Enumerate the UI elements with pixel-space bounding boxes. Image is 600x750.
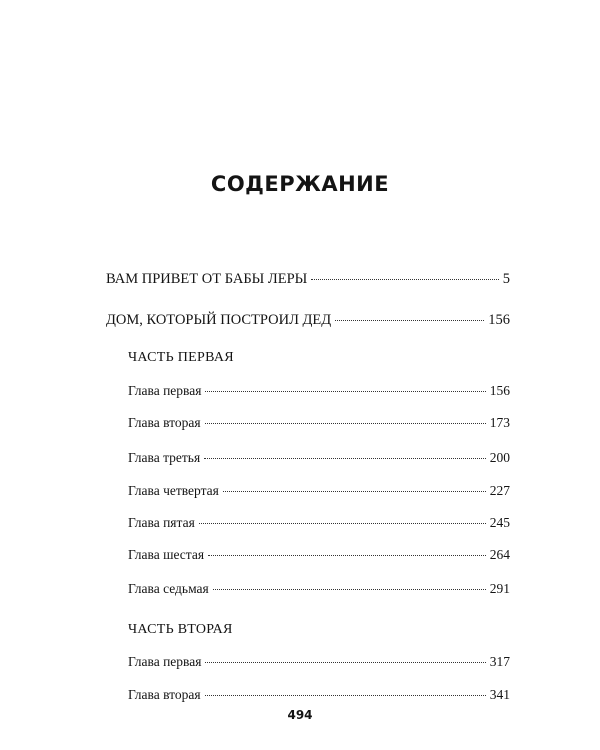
chapter-page: 173 (489, 415, 510, 430)
chapter-label: Глава первая (128, 383, 202, 398)
toc-chapter (128, 482, 510, 500)
chapter-page: 317 (489, 654, 510, 669)
toc-entry-privet (106, 270, 510, 288)
chapter-label: Глава первая (128, 654, 202, 669)
dot-leader (213, 589, 486, 590)
dot-leader (205, 423, 486, 424)
toc-chapter (128, 449, 510, 467)
chapter-label: Глава третья (128, 450, 201, 465)
page-number: 494 (287, 708, 313, 722)
dot-leader (204, 458, 486, 459)
toc-chapter (128, 580, 510, 598)
chapter-label: Глава четвертая (128, 483, 219, 498)
dot-leader (205, 662, 485, 663)
chapter-page: 156 (489, 383, 510, 398)
chapter-label: Глава вторая (128, 415, 201, 430)
chapter-page: 291 (489, 581, 510, 596)
chapter-label: Глава шестая (128, 547, 205, 562)
toc-chapter (128, 382, 510, 400)
toc-chapter (128, 414, 510, 432)
chapter-label: Глава седьмая (128, 581, 209, 596)
page-title: СОДЕРЖАНИЕ (210, 172, 390, 196)
chapter-label: Глава пятая (128, 515, 195, 530)
dot-leader (208, 555, 486, 556)
chapter-page: 341 (489, 687, 510, 702)
toc-chapter (128, 514, 510, 532)
chapter-page: 200 (489, 450, 510, 465)
dot-leader (205, 695, 486, 696)
toc-entry-dom (106, 311, 510, 329)
toc-entry-label: ВАМ ПРИВЕТ ОТ БАБЫ ЛЕРЫ (106, 271, 308, 287)
toc-chapter (128, 686, 510, 704)
toc-entry-label: ДОМ, КОТОРЫЙ ПОСТРОИЛ ДЕД (106, 312, 332, 328)
part-heading-2: ЧАСТЬ ВТОРАЯ (128, 622, 233, 637)
dot-leader (205, 391, 485, 392)
toc-chapter (128, 653, 510, 671)
chapter-page: 264 (489, 547, 510, 562)
dot-leader (311, 279, 498, 280)
dot-leader (199, 523, 486, 524)
chapter-page: 227 (489, 483, 510, 498)
toc-chapter (128, 546, 510, 564)
dot-leader (335, 320, 484, 321)
chapter-page: 245 (489, 515, 510, 530)
part-heading-1: ЧАСТЬ ПЕРВАЯ (128, 350, 234, 365)
toc-entry-page: 5 (502, 271, 510, 287)
toc-entry-page: 156 (488, 312, 510, 328)
chapter-label: Глава вторая (128, 687, 201, 702)
dot-leader (223, 491, 486, 492)
